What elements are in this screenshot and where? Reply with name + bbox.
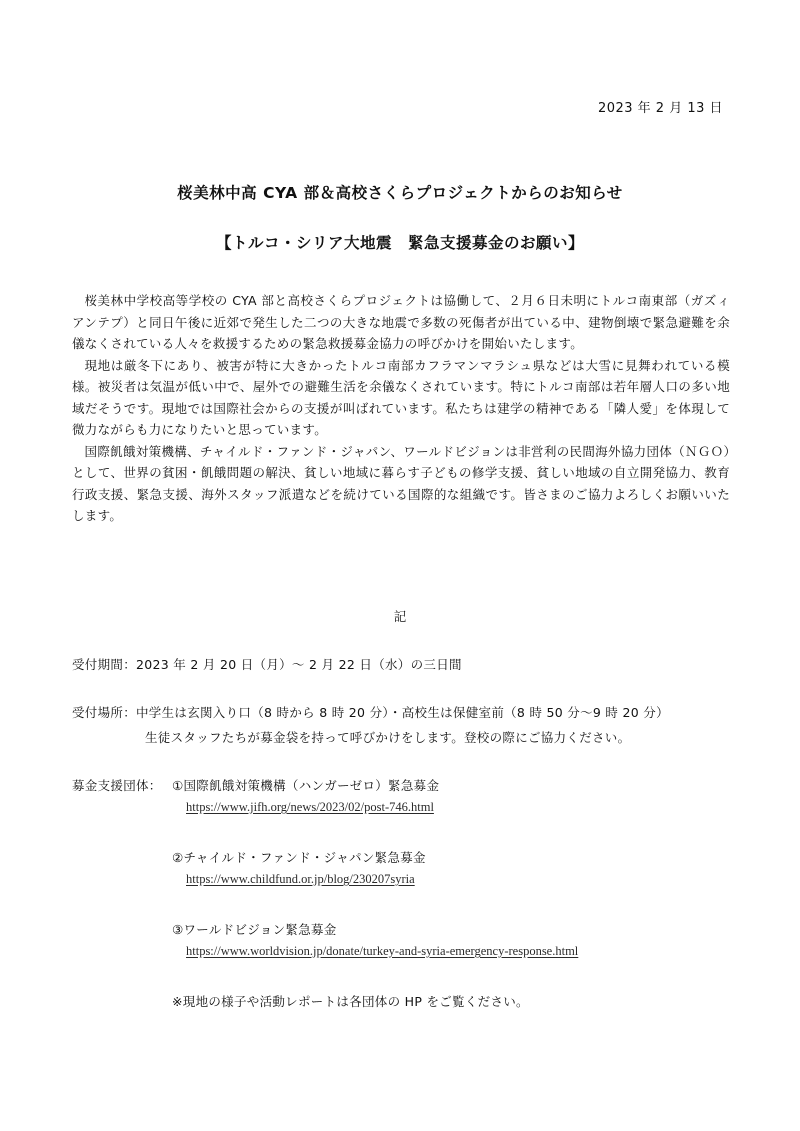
notice-subtitle: 【トルコ・シリア大地震 緊急支援募金のお願い】 <box>215 234 584 252</box>
document-date: 2023 年 2 月 13 日 <box>597 101 723 116</box>
reception-place: 受付場所：中学生は玄関入り口（8 時から 8 時 20 分）・高校生は保健室前（8 時 50 分～9 時 20 分） <box>72 705 669 720</box>
ki-heading: 記 <box>393 609 407 624</box>
organization-name: ②チャイルド・ファンド・ジャパン緊急募金 <box>172 850 426 865</box>
notice-title: 桜美林中高 CYA 部＆高校さくらプロジェクトからのお知らせ <box>177 184 623 202</box>
organization-name: ③ワールドビジョン緊急募金 <box>172 922 337 937</box>
body-paragraph: 国際飢餓対策機構、チャイルド・ファンド・ジャパン、ワールドビジョンは非営利の民間海外協力団体（ＮＧＯ）として、世界の貧困・飢餓問題の解決、貧しい地域に暮らす子どもの修学支援、貧しい地域の自立開発協力、教育行政支援、緊急支援、海外スタッフ派遣などを続けている国際的な組織です。皆さまのご協力よろしくお願いいたします。 <box>72 443 730 523</box>
fund-label: 募金支援団体： <box>72 778 162 793</box>
reception-place-note: 生徒スタッフたちが募金袋を持って呼びかけをします。登校の際にご協力ください。 <box>145 730 631 745</box>
footnote: ※現地の様子や活動レポートは各団体の HP をご覧ください。 <box>172 994 529 1009</box>
organization-link[interactable]: https://www.worldvision.jp/donate/turkey-and-syria-emergency-response.html <box>186 944 579 958</box>
body-paragraph: 桜美林中学校高等学校の CYA 部と高校さくらプロジェクトは協働して、２月６日未明にトルコ南東部（ガズィアンテプ）と同日午後に近郊で発生した二つの大きな地震で多数の死傷者が出ている中、建物倒壊で緊急避難を余儀なくされている人々を救援するための緊急救援募金協力の呼びかけを開始いたします。 <box>72 293 730 351</box>
body-paragraph: 現地は厳冬下にあり、被害が特に大きかったトルコ南部カフラマンマラシュ県などは大雪に見舞われている模様。被災者は気温が低い中で、屋外での避難生活を余儀なくされています。特にトルコ南部は若年層人口の多い地域だそうです。現地では国際社会からの支援が叫ばれています。私たちは建学の精神である「隣人愛」を体現して微力ながらも力になりたいと思っています。 <box>72 357 730 437</box>
notice-body <box>72 290 730 527</box>
organization-link[interactable]: https://www.childfund.or.jp/blog/230207syria <box>186 872 415 886</box>
organization-link[interactable]: https://www.jifh.org/news/2023/02/post-746.html <box>186 800 434 814</box>
reception-period: 受付期間：2023 年 2 月 20 日（月）～ 2 月 22 日（水）の三日間 <box>72 657 462 672</box>
organization-name: ①国際飢餓対策機構（ハンガーゼロ）緊急募金 <box>172 778 440 793</box>
